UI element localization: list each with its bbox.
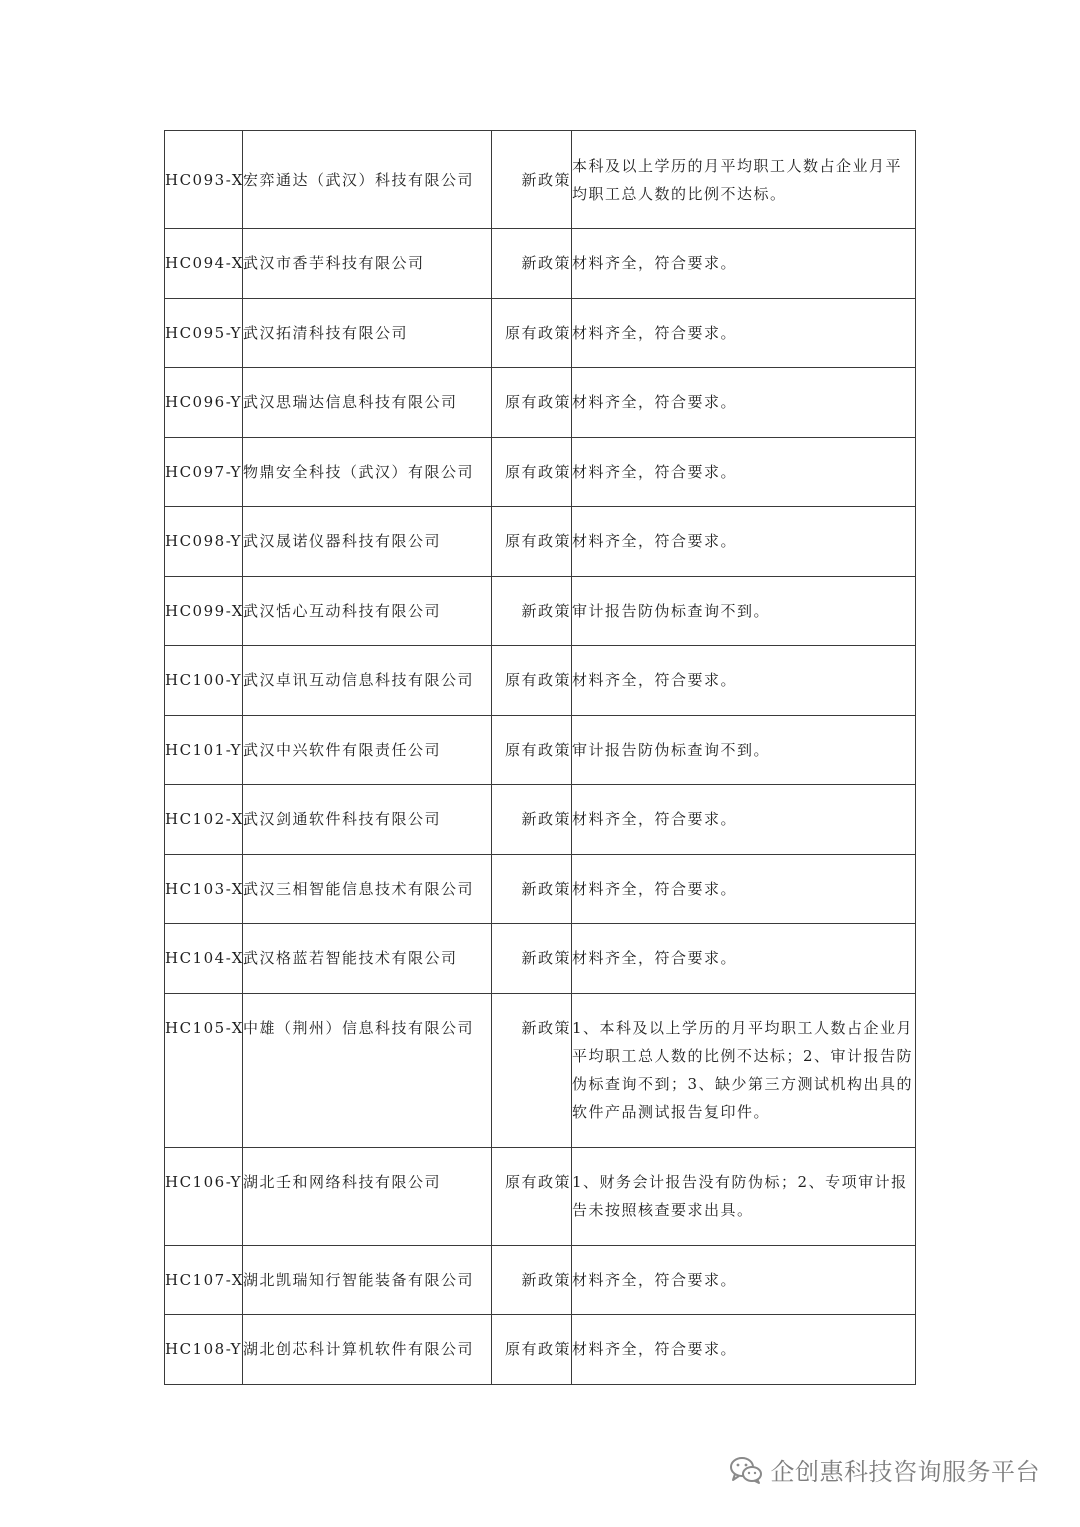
row-company: 湖北凯瑞知行智能装备有限公司: [243, 1245, 492, 1315]
row-policy: 新政策: [492, 854, 572, 924]
row-code: HC105-X: [165, 993, 243, 1147]
row-code: HC101-Y: [165, 715, 243, 785]
row-result: 本科及以上学历的月平均职工人数占企业月平均职工总人数的比例不达标。: [572, 131, 916, 229]
table-row: [165, 1315, 916, 1385]
wechat-icon: [729, 1455, 763, 1485]
row-result: 材料齐全，符合要求。: [572, 507, 916, 577]
row-code: HC102-X: [165, 785, 243, 855]
row-result: 材料齐全，符合要求。: [572, 1245, 916, 1315]
row-result: 材料齐全，符合要求。: [572, 924, 916, 994]
table-row: [165, 854, 916, 924]
row-code: HC093-X: [165, 131, 243, 229]
row-code: HC099-X: [165, 576, 243, 646]
row-code: HC104-X: [165, 924, 243, 994]
row-result: 审计报告防伪标查询不到。: [572, 715, 916, 785]
table-row: [165, 437, 916, 507]
row-company: 武汉卓讯互动信息科技有限公司: [243, 646, 492, 716]
row-company: 武汉晟诺仪器科技有限公司: [243, 507, 492, 577]
table-row: [165, 298, 916, 368]
row-company: 物鼎安全科技（武汉）有限公司: [243, 437, 492, 507]
row-policy: 新政策: [492, 785, 572, 855]
row-company: 武汉市香芋科技有限公司: [243, 229, 492, 299]
table-row: [165, 993, 916, 1147]
row-company: 武汉中兴软件有限责任公司: [243, 715, 492, 785]
row-company: 湖北壬和网络科技有限公司: [243, 1147, 492, 1245]
row-policy: 原有政策: [492, 646, 572, 716]
table-row: [165, 1147, 916, 1245]
table-row: [165, 576, 916, 646]
row-company: 中雄（荆州）信息科技有限公司: [243, 993, 492, 1147]
row-company: 武汉格蓝若智能技术有限公司: [243, 924, 492, 994]
row-policy: 原有政策: [492, 298, 572, 368]
row-company: 武汉思瑞达信息科技有限公司: [243, 368, 492, 438]
table-row: [165, 785, 916, 855]
watermark-text: 企创惠科技咨询服务平台: [770, 1458, 1040, 1486]
row-policy: 新政策: [492, 229, 572, 299]
row-code: HC100-Y: [165, 646, 243, 716]
row-policy: 原有政策: [492, 715, 572, 785]
row-result: 材料齐全，符合要求。: [572, 229, 916, 299]
row-policy: 新政策: [492, 993, 572, 1147]
row-code: HC106-Y: [165, 1147, 243, 1245]
row-result: 1、财务会计报告没有防伪标；2、专项审计报告未按照核查要求出具。: [572, 1147, 916, 1245]
table-row: [165, 924, 916, 994]
row-code: HC094-X: [165, 229, 243, 299]
row-code: HC095-Y: [165, 298, 243, 368]
row-company: 宏弈通达（武汉）科技有限公司: [243, 131, 492, 229]
table-row: [165, 715, 916, 785]
table-row: [165, 131, 916, 229]
row-policy: 新政策: [492, 924, 572, 994]
row-policy: 新政策: [492, 576, 572, 646]
table-row: [165, 507, 916, 577]
row-result: 材料齐全，符合要求。: [572, 854, 916, 924]
table-row: [165, 1245, 916, 1315]
row-result: 审计报告防伪标查询不到。: [572, 576, 916, 646]
row-code: HC107-X: [165, 1245, 243, 1315]
row-policy: 原有政策: [492, 368, 572, 438]
row-code: HC096-Y: [165, 368, 243, 438]
row-result: 材料齐全，符合要求。: [572, 785, 916, 855]
watermark: [729, 1452, 1041, 1487]
row-company: 武汉拓清科技有限公司: [243, 298, 492, 368]
row-policy: 新政策: [492, 131, 572, 229]
table-row: [165, 368, 916, 438]
row-result: 材料齐全，符合要求。: [572, 298, 916, 368]
row-result: 材料齐全，符合要求。: [572, 437, 916, 507]
row-company: 武汉三相智能信息技术有限公司: [243, 854, 492, 924]
row-company: 湖北创芯科计算机软件有限公司: [243, 1315, 492, 1385]
table-row: [165, 646, 916, 716]
row-code: HC103-X: [165, 854, 243, 924]
table-row: [165, 229, 916, 299]
row-policy: 新政策: [492, 1245, 572, 1315]
review-results-table: [164, 130, 916, 1385]
row-code: HC097-Y: [165, 437, 243, 507]
row-policy: 原有政策: [492, 1147, 572, 1245]
row-result: 材料齐全，符合要求。: [572, 368, 916, 438]
row-result: 1、本科及以上学历的月平均职工人数占企业月平均职工总人数的比例不达标；2、审计报告防伪标查询不到；3、缺少第三方测试机构出具的软件产品测试报告复印件。: [572, 993, 916, 1147]
row-code: HC098-Y: [165, 507, 243, 577]
row-policy: 原有政策: [492, 507, 572, 577]
row-code: HC108-Y: [165, 1315, 243, 1385]
row-result: 材料齐全，符合要求。: [572, 646, 916, 716]
row-result: 材料齐全，符合要求。: [572, 1315, 916, 1385]
row-policy: 原有政策: [492, 1315, 572, 1385]
row-company: 武汉恬心互动科技有限公司: [243, 576, 492, 646]
row-policy: 原有政策: [492, 437, 572, 507]
row-company: 武汉剑通软件科技有限公司: [243, 785, 492, 855]
